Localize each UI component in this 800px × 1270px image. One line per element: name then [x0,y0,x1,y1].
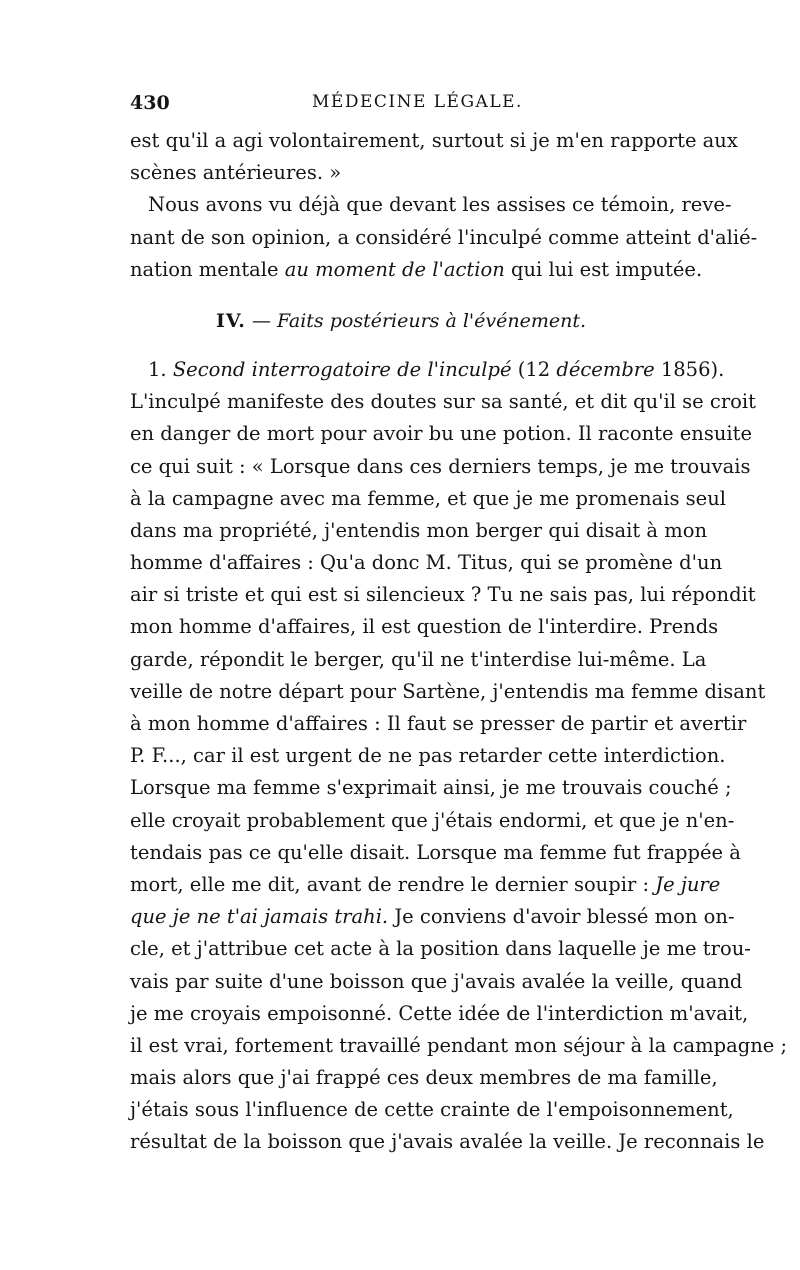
text-line: garde, répondit le berger, qu'il ne t'interdise lui-même. La [130,647,707,671]
text-line: j'étais sous l'influence de cette crainte de l'empoisonnement, [130,1098,734,1122]
text-line: homme d'affaires : Qu'a donc M. Titus, qui se promène d'un [130,551,723,575]
text-line: Lorsque ma femme s'exprimait ainsi, je me trouvais couché ; [130,776,732,800]
text-line [130,354,725,386]
section-heading [130,304,672,338]
text-line: ce qui suit : « Lorsque dans ces derniers temps, je me trouvais [130,454,751,478]
text-line [130,254,703,286]
section-title: Faits postérieurs à l'événement. [277,309,587,332]
text-line: mais alors que j'ai frappé ces deux membres de ma famille, [130,1066,718,1090]
text-line: il est vrai, fortement travaillé pendant mon séjour à la campagne ; [130,1033,788,1057]
text-line: dans ma propriété, j'entendis mon berger qui disait à mon [130,518,708,542]
text-line: veille de notre départ pour Sartène, j'entendis ma femme disant [130,679,766,703]
text-line: cle, et j'attribue cet acte à la position dans laquelle je me trou- [130,937,751,961]
text-line [130,869,721,901]
text-line: est qu'il a agi volontairement, surtout si je m'en rapporte aux [130,129,738,152]
text-line: mon homme d'affaires, il est question de l'interdire. Prends [130,615,719,639]
text-line [130,901,735,933]
text-span: qui lui est imputée. [504,257,703,281]
page-body [130,125,788,1159]
italic-text: que je ne t'ai jamais trahi. [130,905,389,929]
page-number: 430 [130,92,170,114]
text-span: mort, elle me dit, avant de rendre le dernier soupir : [130,872,656,896]
heading-dash: — [245,309,277,332]
text-span: (12 [511,357,557,381]
running-title: MÉDECINE LÉGALE. [312,92,523,112]
italic-text: Second interrogatoire de l'inculpé [172,357,512,381]
text-line: à mon homme d'affaires : Il faut se presser de partir et avertir [130,712,747,735]
text-line: Nous avons vu déjà que devant les assises ce témoin, reve- [148,193,732,217]
section-number: IV. [215,309,246,332]
text-line: L'inculpé manifeste des doutes sur sa santé, et dit qu'il se croit [130,390,756,414]
text-line: scènes antérieures. » [130,161,342,185]
text-span: Je conviens d'avoir blessé mon on- [388,905,735,929]
italic-text: Je jure [655,872,721,896]
text-line: je me croyais empoisonné. Cette idée de l'interdiction m'avait, [130,1001,749,1025]
italic-text: au moment de l'action [284,257,505,281]
text-span: 1856). [654,357,725,381]
text-span: nation mentale [130,257,285,281]
text-line: P. F..., car il est urgent de ne pas retarder cette interdiction. [130,744,726,768]
text-line: air si triste et qui est si silencieux ? Tu ne sais pas, lui répondit [130,583,756,607]
text-line: résultat de la boisson que j'avais avalée la veille. Je reconnais le [130,1130,765,1154]
text-line: nant de son opinion, a considéré l'inculpé comme atteint d'alié- [130,225,758,249]
text-line: elle croyait probablement que j'étais endormi, et que je n'en- [130,808,735,832]
text-line: en danger de mort pour avoir bu une potion. Il raconte ensuite [130,422,753,446]
text-line: vais par suite d'une boisson que j'avais avalée la veille, quand [130,969,743,993]
italic-text: décembre [556,357,655,381]
running-header [130,92,678,120]
text-line: à la campagne avec ma femme, et que je me promenais seul [130,486,727,510]
item-number: 1. [148,357,173,381]
text-line: tendais pas ce qu'elle disait. Lorsque ma femme fut frappée à [130,840,741,864]
